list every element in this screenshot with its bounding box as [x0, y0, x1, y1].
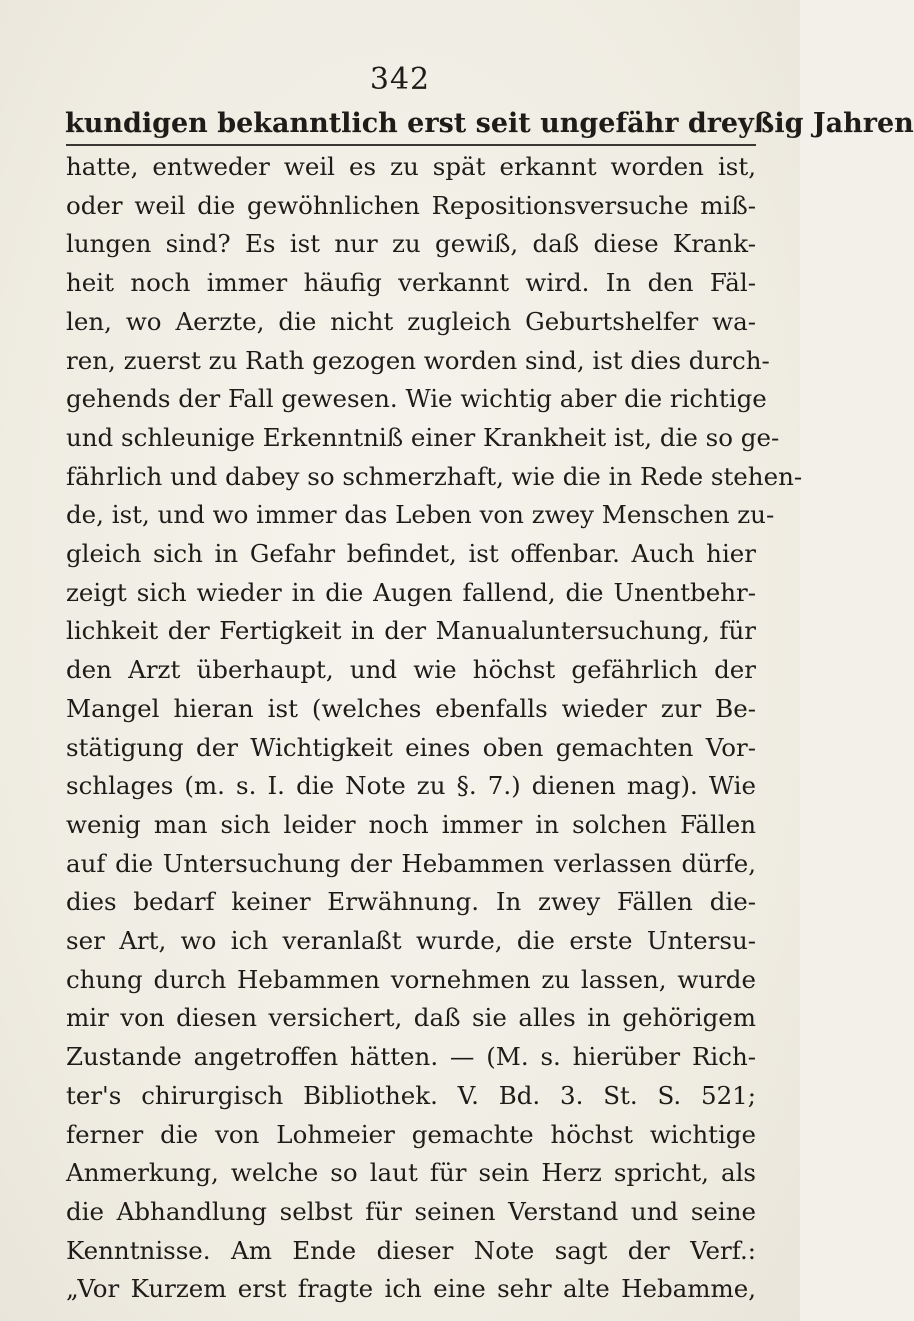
- text-line: gleich sich in Gefahr befindet, ist offenbar. Auch hier: [66, 539, 756, 569]
- text-line: lungen sind? Es ist nur zu gewiß, daß diese Krank-: [66, 229, 756, 259]
- running-head: kundigen bekanntlich erst seit ungefähr dreyßig Jahren: [65, 108, 914, 139]
- text-line: den Arzt überhaupt, und wie höchst gefährlich der: [66, 655, 756, 685]
- text-line: heit noch immer häufig verkannt wird. In den Fäl-: [66, 268, 756, 298]
- text-line: de, ist, und wo immer das Leben von zwey Menschen zu-: [66, 500, 775, 530]
- text-line: zeigt sich wieder in die Augen fallend, die Unentbehr-: [66, 577, 756, 607]
- text-line: stätigung der Wichtigkeit eines oben gemachten Vor-: [66, 732, 756, 762]
- text-line: dies bedarf keiner Erwähnung. In zwey Fällen die-: [66, 887, 756, 917]
- text-line: Zustande angetroffen hätten. — (M. s. hierüber Rich-: [66, 1042, 756, 1072]
- text-line: len, wo Aerzte, die nicht zugleich Geburtshelfer wa-: [66, 306, 756, 336]
- text-line: chung durch Hebammen vornehmen zu lassen, wurde: [66, 964, 756, 994]
- text-line: ter's chirurgisch Bibliothek. V. Bd. 3. St. S. 521;: [66, 1080, 756, 1110]
- text-line: Anmerkung, welche so laut für sein Herz spricht, als: [66, 1158, 756, 1188]
- text-line: schlages (m. s. I. die Note zu §. 7.) dienen mag). Wie: [66, 771, 756, 801]
- text-line: hatte, entweder weil es zu spät erkannt worden ist,: [66, 152, 756, 181]
- header-rule: [66, 144, 756, 146]
- text-line: Kenntnisse. Am Ende dieser Note sagt der Verf.:: [66, 1235, 756, 1265]
- text-line: ferner die von Lohmeier gemachte höchst wichtige: [66, 1119, 756, 1149]
- page-number: 342: [369, 62, 431, 97]
- text-line: die Abhandlung selbst für seinen Verstand und seine: [66, 1196, 756, 1226]
- text-line: oder weil die gewöhnlichen Repositionsversuche miß-: [66, 190, 756, 220]
- text-line: ren, zuerst zu Rath gezogen worden sind, ist dies durch-: [66, 345, 770, 375]
- text-line: auf die Untersuchung der Hebammen verlassen dürfe,: [66, 848, 756, 878]
- text-line: wenig man sich leider noch immer in solchen Fällen: [66, 809, 756, 839]
- text-line: Mangel hieran ist (welches ebenfalls wieder zur Be-: [66, 693, 756, 723]
- text-line: fährlich und dabey so schmerzhaft, wie die in Rede stehen-: [66, 461, 803, 491]
- text-line: und schleunige Erkenntniß einer Krankheit ist, die so ge-: [66, 422, 780, 452]
- text-line: mir von diesen versichert, daß sie alles in gehörigem: [66, 1003, 756, 1033]
- text-line: ser Art, wo ich veranlaßt wurde, die erste Untersu-: [66, 926, 756, 956]
- body-text: [66, 148, 803, 1309]
- text-line: „Vor Kurzem erst fragte ich eine sehr alte Hebamme,: [66, 1274, 756, 1304]
- text-line: gehends der Fall gewesen. Wie wichtig aber die richtige: [66, 384, 767, 414]
- text-line: lichkeit der Fertigkeit in der Manualuntersuchung, für: [66, 616, 756, 646]
